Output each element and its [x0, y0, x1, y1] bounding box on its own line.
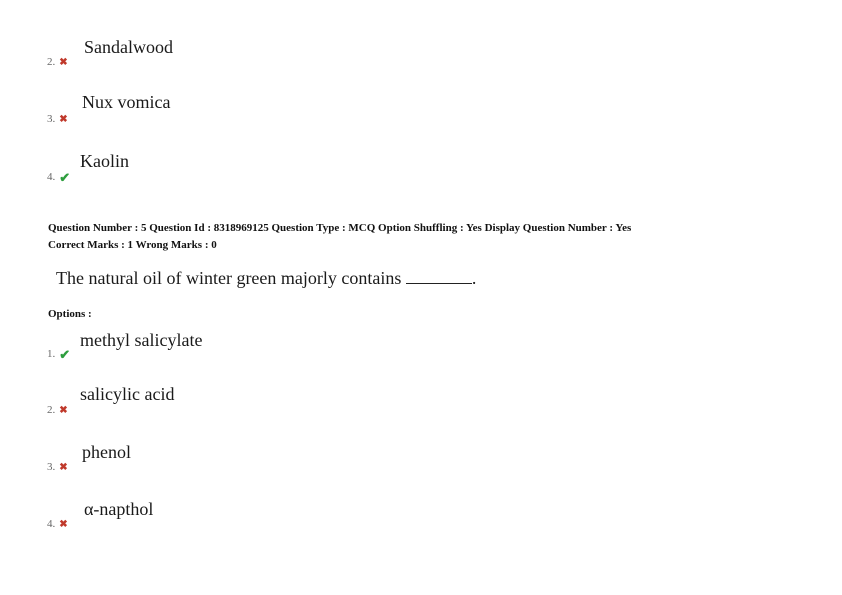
option-text: α-napthol — [84, 499, 154, 519]
question-meta-line2: Correct Marks : 1 Wrong Marks : 0 — [48, 239, 217, 251]
options-label: Options : — [48, 308, 92, 320]
question-text-end: . — [471, 268, 477, 288]
option-number-label: 2. — [47, 404, 56, 416]
check-icon: ✔ — [59, 169, 71, 185]
option-number-label: 2. — [47, 56, 56, 68]
cross-icon: ✖ — [59, 404, 68, 416]
option-text: salicylic acid — [80, 384, 175, 404]
option-number-label: 4. — [47, 518, 56, 530]
option-number-label: 1. — [47, 348, 56, 360]
option-number — [47, 171, 70, 183]
cross-icon: ✖ — [59, 56, 68, 68]
option-text: Kaolin — [80, 151, 129, 171]
question-text — [56, 268, 476, 289]
option-number — [47, 113, 68, 125]
option-number-label: 4. — [47, 171, 56, 183]
question-meta-line1: Question Number : 5 Question Id : 8318969125 Question Type : MCQ Option Shuffling : Yes Display Question Number : Yes — [48, 222, 632, 234]
cross-icon: ✖ — [59, 113, 68, 125]
option-number-label: 3. — [47, 461, 56, 473]
option-number — [47, 56, 68, 68]
option-number-label: 3. — [47, 113, 56, 125]
check-icon: ✔ — [59, 346, 71, 362]
option-text: methyl salicylate — [80, 330, 203, 350]
answer-blank — [406, 269, 472, 284]
question-text-body: The natural oil of winter green majorly contains — [56, 268, 402, 288]
option-text: Nux vomica — [82, 92, 171, 112]
option-number — [47, 518, 68, 530]
option-text: Sandalwood — [84, 37, 173, 57]
option-number — [47, 461, 68, 473]
option-text: phenol — [82, 442, 131, 462]
cross-icon: ✖ — [59, 518, 68, 530]
option-number — [47, 348, 70, 360]
cross-icon: ✖ — [59, 461, 68, 473]
option-number — [47, 404, 68, 416]
